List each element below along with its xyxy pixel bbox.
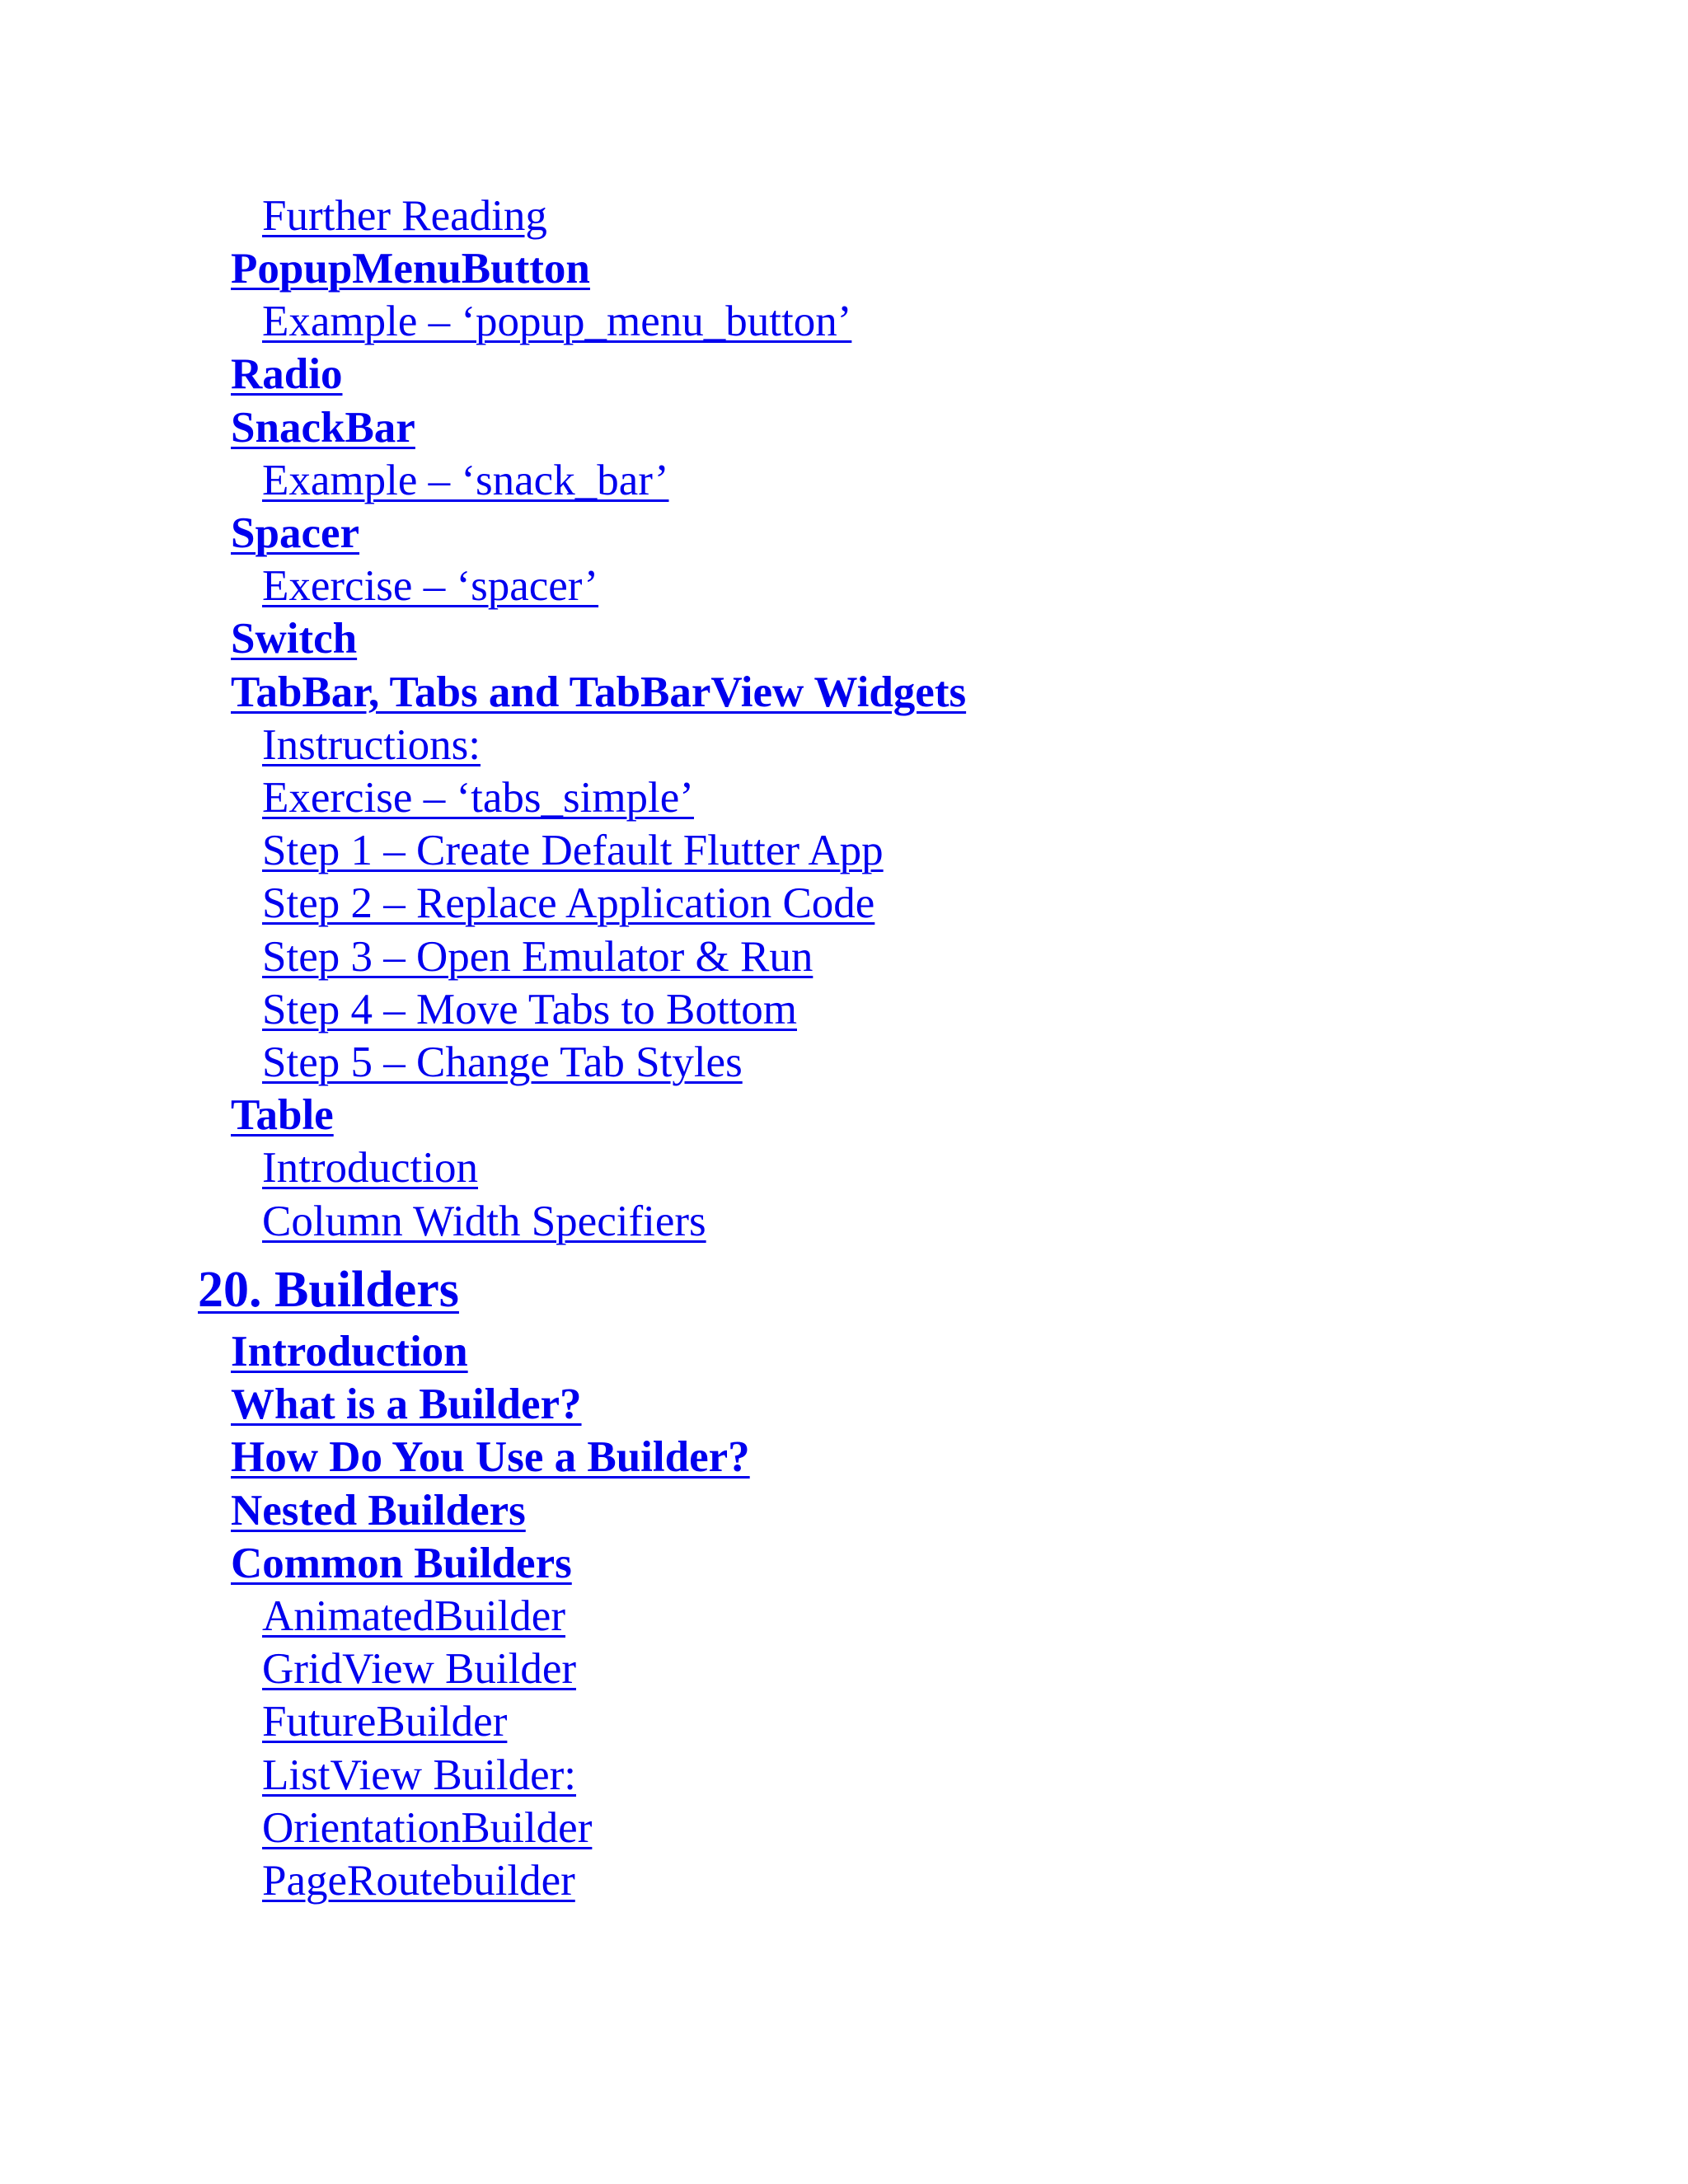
toc-link-gridview-builder[interactable]: GridView Builder <box>262 1645 576 1693</box>
toc-link-popupmenubutton[interactable]: PopupMenuButton <box>231 245 590 293</box>
toc-link-20-builders[interactable]: 20. Builders <box>198 1262 459 1318</box>
toc-link-step-2-replace-application-code[interactable]: Step 2 – Replace Application Code <box>262 879 875 927</box>
toc-link-nested-builders[interactable]: Nested Builders <box>231 1487 526 1535</box>
toc-link-radio[interactable]: Radio <box>231 350 343 398</box>
toc-link-step-1-create-default-flutter-app[interactable]: Step 1 – Create Default Flutter App <box>262 827 884 874</box>
toc-link-introduction[interactable]: Introduction <box>231 1328 468 1376</box>
toc-link-listview-builder[interactable]: ListView Builder: <box>262 1751 577 1799</box>
toc-link-tabbar-tabs-and-tabbarview-widgets[interactable]: TabBar, Tabs and TabBarView Widgets <box>231 668 967 716</box>
toc-link-step-5-change-tab-styles[interactable]: Step 5 – Change Tab Styles <box>262 1038 743 1086</box>
toc-link-further-reading[interactable]: Further Reading <box>262 192 547 240</box>
toc-link-table[interactable]: Table <box>231 1091 334 1139</box>
toc-link-how-do-you-use-a-builder[interactable]: How Do You Use a Builder? <box>231 1433 750 1481</box>
toc-link-animatedbuilder[interactable]: AnimatedBuilder <box>262 1592 565 1640</box>
toc-link-spacer[interactable]: Spacer <box>231 509 360 557</box>
toc-link-step-3-open-emulator-run[interactable]: Step 3 – Open Emulator & Run <box>262 933 814 981</box>
toc-link-introduction[interactable]: Introduction <box>262 1144 478 1192</box>
toc-link-snackbar[interactable]: SnackBar <box>231 404 415 452</box>
toc-link-what-is-a-builder[interactable]: What is a Builder? <box>231 1380 582 1428</box>
toc-link-step-4-move-tabs-to-bottom[interactable]: Step 4 – Move Tabs to Bottom <box>262 986 797 1033</box>
toc-link-example-popup-menu-button[interactable]: Example – ‘popup_menu_button’ <box>262 298 852 345</box>
toc-link-column-width-specifiers[interactable]: Column Width Specifiers <box>262 1197 706 1245</box>
toc-link-exercise-tabs-simple[interactable]: Exercise – ‘tabs_simple’ <box>262 774 694 822</box>
toc-link-futurebuilder[interactable]: FutureBuilder <box>262 1698 508 1746</box>
toc-link-orientationbuilder[interactable]: OrientationBuilder <box>262 1804 593 1852</box>
toc-link-switch[interactable]: Switch <box>231 615 358 663</box>
toc-link-instructions[interactable]: Instructions: <box>262 721 481 769</box>
toc-link-exercise-spacer[interactable]: Exercise – ‘spacer’ <box>262 562 599 610</box>
toc-link-common-builders[interactable]: Common Builders <box>231 1540 572 1587</box>
toc-link-pageroutebuilder[interactable]: PageRoutebuilder <box>262 1857 575 1905</box>
toc-link-example-snack-bar[interactable]: Example – ‘snack_bar’ <box>262 457 669 504</box>
